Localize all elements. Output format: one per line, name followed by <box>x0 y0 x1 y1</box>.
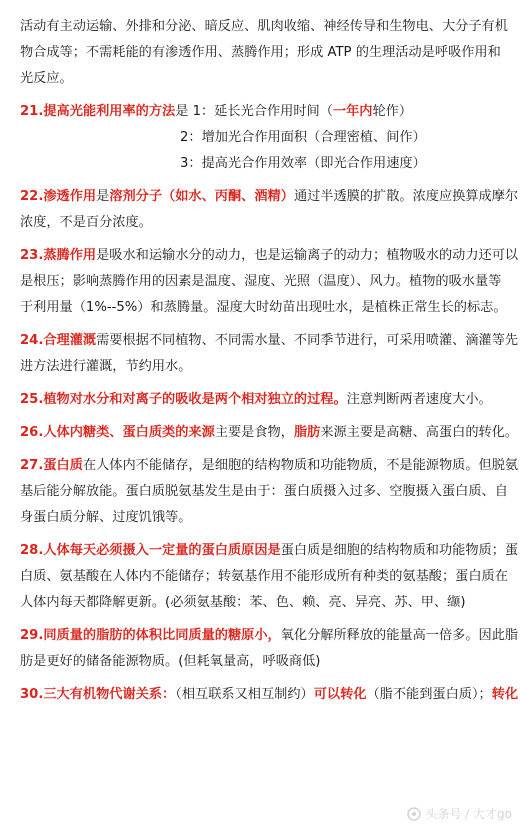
item-22: 22.渗透作用是溶剂分子（如水、丙酮、酒精）通过半透膜的扩散。浓度应换算成摩尔 浓度，不是百分浓度。 <box>20 184 506 236</box>
text-line: 人体内每天都降解更新。(必须氨基酸：苯、色、赖、亮、异亮、苏、甲、缬) <box>20 595 466 610</box>
text-line: 是根压；影响蒸腾作用的因素是温度、湿度、光照（温度）、风力。植物的吸水量等 <box>20 274 502 289</box>
text-line: 身蛋白质分解、过度饥饿等。 <box>20 510 192 525</box>
text-line: 2：增加光合作用面积（合理密植、间作） <box>180 130 426 145</box>
text-line: 基后能分解放能。蛋白质脱氨基发生是由于：蛋白质摄入过多、空腹摄入蛋白质、自 <box>20 484 508 499</box>
text-line: 3：提高光合作用效率（即光合作用速度） <box>180 156 426 171</box>
item-heading: 28.人体每天必须摄入一定量的蛋白质原因是 <box>20 543 281 558</box>
text-line: 物合成等；不需耗能的有渗透作用、蒸腾作用；形成 ATP 的生理活动是呼吸作用和 <box>20 45 501 60</box>
item-30: 30.三大有机物代谢关系：（相互联系又相互制约）可以转化（脂不能到蛋白质）；转化 <box>20 687 519 702</box>
item-24: 24.合理灌溉需要根据不同植物、不同需水量、不同季节进行，可采用喷灌、滴灌等先 进方法进行灌溉，节约用水。 <box>20 328 506 380</box>
item-heading: 30.三大有机物代谢关系： <box>20 687 176 702</box>
watermark-logo-icon <box>407 807 421 821</box>
text-line: 活动有主动运输、外排和分泌、暗反应、肌肉收缩、神经传导和生物电、大分子有机 <box>20 19 508 34</box>
item-heading: 25.植物对水分和对离子的吸收是两个相对独立的过程。 <box>20 392 347 407</box>
item-29: 29.同质量的脂肪的体积比同质量的糖原小，氧化分解所释放的能量高一倍多。因此脂 肪是更好的储备能源物质。(但耗氧量高，呼吸商低) <box>20 623 506 675</box>
text-line: 浓度，不是百分浓度。 <box>20 215 152 230</box>
watermark-text: 头条号 / 大才go <box>425 807 512 821</box>
item-23: 23.蒸腾作用是吸水和运输水分的动力，也是运输离子的动力；植物吸水的动力还可以 是根压；影响蒸腾作用的因素是温度、湿度、光照（温度）、风力。植物的吸水量等 于利用量（1%--5%）和蒸腾量。湿度大时幼苗出现吐水，是植株正常生长的标志。 <box>20 243 506 321</box>
watermark <box>407 805 512 822</box>
item-27: 27.蛋白质在人体内不能储存，是细胞的结构物质和功能物质，不是能源物质。但脱氨 基后能分解放能。蛋白质脱氨基发生是由于：蛋白质摄入过多、空腹摄入蛋白质、自 身蛋白质分解、过度饥饿等。 <box>20 453 506 531</box>
item-heading: 21.提高光能利用率的方法 <box>20 104 176 119</box>
text-line: 肪是更好的储备能源物质。(但耗氧量高，呼吸商低) <box>20 654 321 669</box>
item-21: 21.提高光能利用率的方法是 1：延长光合作用时间（一年内轮作） 2：增加光合作用面积（合理密植、间作） 3：提高光合作用效率（即光合作用速度） <box>20 99 506 177</box>
item-heading: 22.渗透作用 <box>20 189 97 204</box>
item-heading: 26.人体内糖类、蛋白质类的来源 <box>20 425 215 440</box>
item-25: 25.植物对水分和对离子的吸收是两个相对独立的过程。注意判断两者速度大小。 <box>20 392 492 407</box>
item-heading: 24.合理灌溉 <box>20 333 97 348</box>
item-heading: 29.同质量的脂肪的体积比同质量的糖原小， <box>20 628 281 643</box>
text-line: 于利用量（1%--5%）和蒸腾量。湿度大时幼苗出现吐水，是植株正常生长的标志。 <box>20 300 507 315</box>
text-line: 光反应。 <box>20 71 73 86</box>
text-line: 进方法进行灌溉，节约用水。 <box>20 359 192 374</box>
item-26: 26.人体内糖类、蛋白质类的来源主要是食物，脂肪来源主要是高糖、高蛋白的转化。 <box>20 425 519 440</box>
item-heading: 27.蛋白质 <box>20 458 83 473</box>
item-heading: 23.蒸腾作用 <box>20 248 97 263</box>
item-28: 28.人体每天必须摄入一定量的蛋白质原因是蛋白质是细胞的结构物质和功能物质；蛋 白质、氨基酸在人体内不能储存；转氨基作用不能形成所有种类的氨基酸；蛋白质在 人体内每天都降解更新。(必须氨基酸：苯、色、赖、亮、异亮、苏、甲、缬) <box>20 538 506 616</box>
text-line: 白质、氨基酸在人体内不能储存；转氨基作用不能形成所有种类的氨基酸；蛋白质在 <box>20 569 508 584</box>
